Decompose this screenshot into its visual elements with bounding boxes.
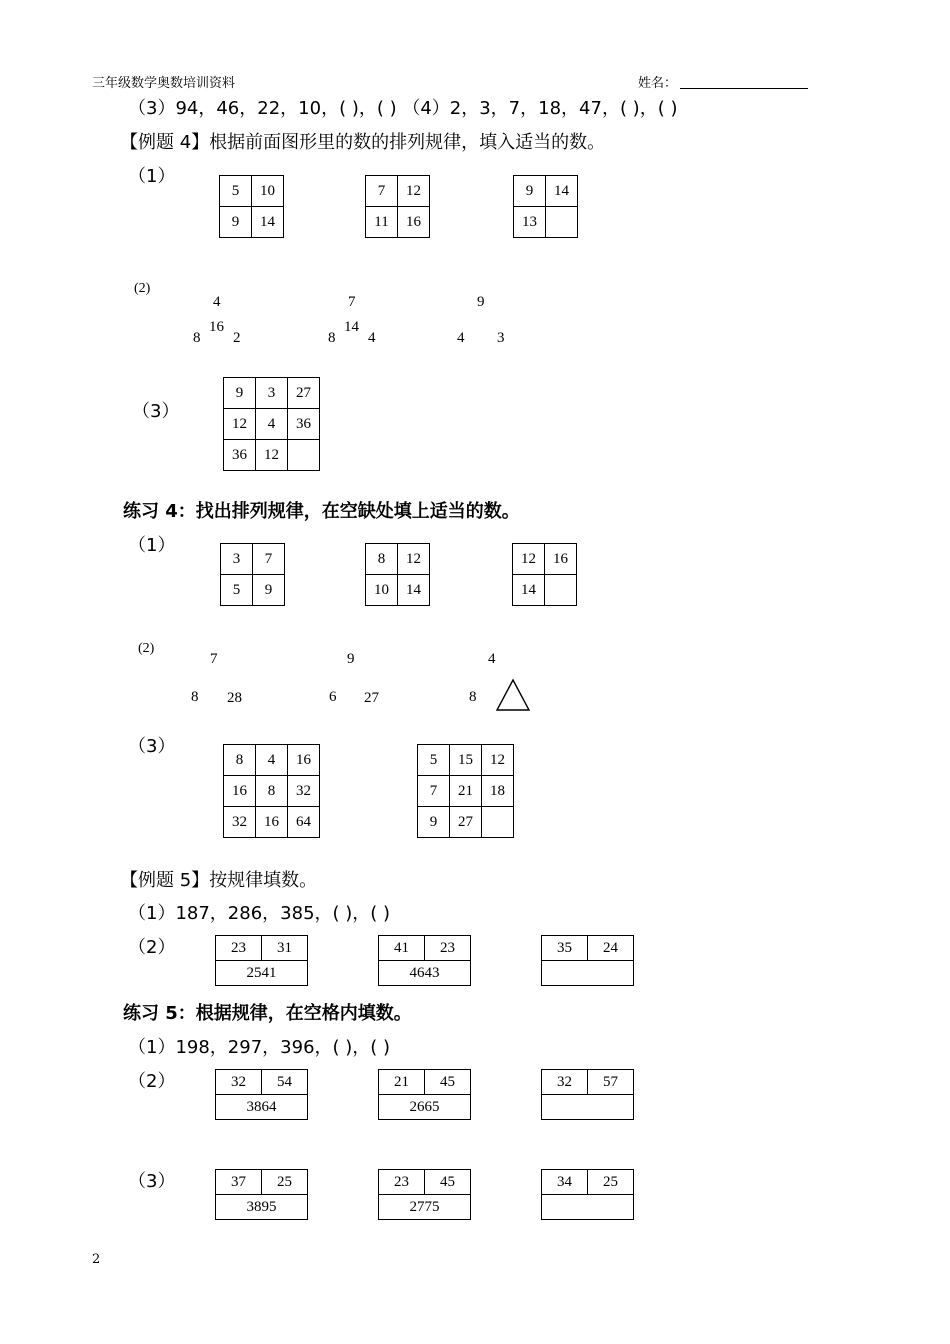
example-5-part-1: （1）187，286，385，( )，( ) [128, 903, 391, 924]
box-top-left: 35 [542, 936, 588, 960]
box-top-right: 24 [603, 940, 618, 956]
practice-4-part-2-label: (2) [138, 641, 155, 656]
grid-cell: 11 [366, 207, 398, 238]
practice-4-grid-3 [512, 543, 577, 606]
triangle-center-number: 14 [344, 319, 359, 335]
triangle-center-number: 16 [209, 319, 224, 335]
box-bottom: 3864 [246, 1099, 277, 1115]
practice-5-part-2-label: （2） [128, 1071, 176, 1092]
header-name-label: 姓名： [638, 76, 678, 91]
practice-5-part-3-label: （3） [128, 1171, 176, 1192]
grid-cell: 5 [221, 575, 253, 606]
grid-cell: 15 [450, 745, 482, 776]
practice-4-grid-1 [220, 543, 285, 606]
grid-cell: 14 [546, 176, 578, 207]
grid-cell: 8 [224, 745, 256, 776]
example-5-part-2-label: （2） [128, 937, 176, 958]
grid-cell: 9 [418, 807, 450, 838]
triangle-left-number: 8 [193, 330, 201, 346]
triangle-top-number: 4 [488, 651, 496, 667]
box-top-right: 54 [277, 1074, 292, 1090]
blank-cell[interactable] [545, 575, 577, 606]
grid-cell: 27 [288, 378, 320, 409]
grid-cell: 32 [224, 807, 256, 838]
grid-cell: 21 [450, 776, 482, 807]
box-top-left: 23 [216, 936, 262, 960]
box-bottom: 2775 [409, 1199, 440, 1215]
practice-5-title: 练习 5：根据规律，在空格内填数。 [123, 1003, 412, 1024]
grid-cell: 14 [398, 575, 430, 606]
blank-cell[interactable] [546, 207, 578, 238]
triangle-left-number: 8 [469, 689, 477, 705]
grid-cell: 7 [366, 176, 398, 207]
grid-cell: 9 [253, 575, 285, 606]
grid-cell: 14 [513, 575, 545, 606]
box-top-right: 57 [603, 1074, 618, 1090]
page-number: 2 [92, 1252, 101, 1267]
triangle-top-number: 7 [348, 294, 356, 310]
example-4-part-3-label: （3） [132, 401, 180, 422]
name-blank-line [680, 88, 808, 89]
example-5-box-3 [541, 935, 634, 986]
grid-cell: 9 [514, 176, 546, 207]
grid-cell: 9 [224, 378, 256, 409]
grid-cell: 12 [398, 176, 430, 207]
practice-4-grid-2 [365, 543, 430, 606]
example-4-part-1-label: （1） [128, 166, 176, 187]
blank-cell[interactable] [482, 807, 514, 838]
practice-5-part-1: （1）198，297，396，( )，( ) [128, 1037, 391, 1058]
practice-5-box-5 [378, 1169, 471, 1220]
example-4-title: 【例题 4】根据前面图形里的数的排列规律，填入适当的数。 [120, 132, 606, 153]
triangle-answer-icon[interactable] [495, 678, 531, 712]
box-top-left: 32 [216, 1070, 262, 1094]
grid-cell: 9 [220, 207, 252, 238]
practice-5-box-4 [215, 1169, 308, 1220]
box-top-right: 25 [277, 1174, 292, 1190]
practice-4-title: 练习 4：找出排列规律，在空缺处填上适当的数。 [123, 501, 520, 522]
grid-cell: 12 [256, 440, 288, 471]
practice-5-box-6 [541, 1169, 634, 1220]
grid-cell: 7 [418, 776, 450, 807]
triangle-left-number: 6 [329, 689, 337, 705]
triangle-top-number: 9 [477, 294, 485, 310]
grid-cell: 36 [224, 440, 256, 471]
triangle-top-number: 9 [347, 651, 355, 667]
triangle-left-number: 8 [328, 330, 336, 346]
box-top-right: 31 [277, 940, 292, 956]
grid-cell: 12 [482, 745, 514, 776]
example-4-grid-3x3 [223, 377, 320, 471]
grid-cell: 12 [224, 409, 256, 440]
example-5-title: 【例题 5】按规律填数。 [120, 870, 318, 891]
triangle-top-number: 4 [213, 294, 221, 310]
sequence-questions-3-4: （3）94，46，22，10，( )，( ) （4）2，3，7，18，47，( )，( ) [128, 98, 678, 119]
grid-cell: 12 [513, 544, 545, 575]
grid-cell: 5 [220, 176, 252, 207]
grid-cell: 5 [418, 745, 450, 776]
blank-cell[interactable] [288, 440, 320, 471]
grid-cell: 4 [256, 745, 288, 776]
box-bottom: 2665 [409, 1099, 440, 1115]
grid-cell: 13 [514, 207, 546, 238]
grid-cell: 36 [288, 409, 320, 440]
practice-5-box-1 [215, 1069, 308, 1120]
box-bottom: 3895 [246, 1199, 277, 1215]
practice-4-part-3-label: （3） [128, 736, 176, 757]
grid-cell: 3 [221, 544, 253, 575]
grid-cell: 32 [288, 776, 320, 807]
grid-cell: 16 [256, 807, 288, 838]
practice-4-grid-3x3-a [223, 744, 320, 838]
box-bottom: 2541 [246, 965, 277, 981]
grid-cell: 3 [256, 378, 288, 409]
example-4-part-2-label: (2) [134, 281, 151, 296]
grid-cell: 16 [288, 745, 320, 776]
grid-cell: 27 [450, 807, 482, 838]
box-top-left: 34 [542, 1170, 588, 1194]
triangle-right-number: 27 [364, 690, 379, 706]
grid-cell: 8 [366, 544, 398, 575]
grid-cell: 10 [366, 575, 398, 606]
triangle-right-number: 3 [497, 330, 505, 346]
triangle-right-number: 4 [368, 330, 376, 346]
example-5-box-2 [378, 935, 471, 986]
triangle-left-number: 8 [191, 689, 199, 705]
grid-cell: 14 [252, 207, 284, 238]
box-top-left: 23 [379, 1170, 425, 1194]
grid-cell: 64 [288, 807, 320, 838]
grid-cell: 16 [398, 207, 430, 238]
box-top-right: 45 [440, 1074, 455, 1090]
grid-cell: 12 [398, 544, 430, 575]
grid-cell: 7 [253, 544, 285, 575]
practice-5-box-3 [541, 1069, 634, 1120]
practice-5-box-2 [378, 1069, 471, 1120]
header-title: 三年级数学奥数培训资料 [92, 76, 236, 91]
box-top-left: 41 [379, 936, 425, 960]
practice-4-grid-3x3-b [417, 744, 514, 838]
box-top-right: 45 [440, 1174, 455, 1190]
grid-cell: 18 [482, 776, 514, 807]
example-4-grid-2 [365, 175, 430, 238]
box-top-left: 32 [542, 1070, 588, 1094]
grid-cell: 16 [224, 776, 256, 807]
example-4-grid-3 [513, 175, 578, 238]
box-bottom-blank[interactable] [542, 1095, 633, 1119]
grid-cell: 10 [252, 176, 284, 207]
box-top-right: 25 [603, 1174, 618, 1190]
example-4-grid-1 [219, 175, 284, 238]
practice-4-part-1-label: （1） [128, 535, 176, 556]
box-top-left: 37 [216, 1170, 262, 1194]
box-bottom-blank[interactable] [542, 961, 633, 985]
box-bottom-blank[interactable] [542, 1195, 633, 1219]
triangle-right-number: 28 [227, 690, 242, 706]
triangle-top-number: 7 [210, 651, 218, 667]
triangle-left-number: 4 [457, 330, 465, 346]
grid-cell: 16 [545, 544, 577, 575]
triangle-right-number: 2 [233, 330, 241, 346]
grid-cell: 4 [256, 409, 288, 440]
example-5-box-1 [215, 935, 308, 986]
box-bottom: 4643 [409, 965, 440, 981]
box-top-left: 21 [379, 1070, 425, 1094]
box-top-right: 23 [440, 940, 455, 956]
grid-cell: 8 [256, 776, 288, 807]
